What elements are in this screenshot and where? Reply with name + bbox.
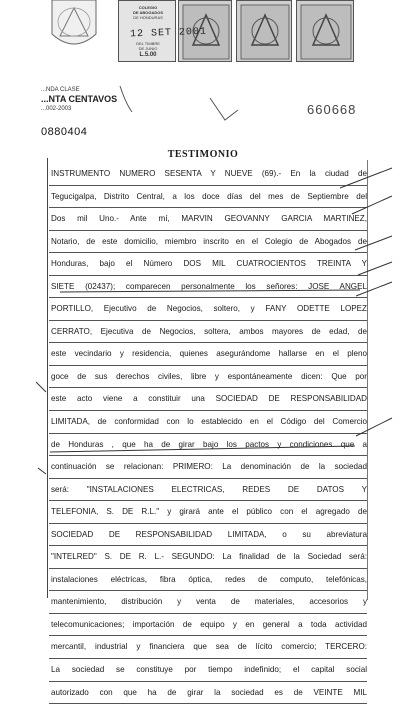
stamp-line: DE JUNIO — [138, 46, 158, 51]
revenue-stamp — [296, 0, 354, 62]
body-line: LIMITADA, de conformidad con lo establecido en el Código del Comercio — [49, 411, 367, 434]
serial-number-right: 660668 — [307, 102, 357, 117]
stamp-line: DE ABOGADOS — [132, 10, 164, 15]
body-line: TELEFONIA, S. DE R.L." y girará ante el público con el agregado de — [49, 501, 367, 524]
body-line: INSTRUMENTO NUMERO SESENTA Y NUEVE (69).- En la ciudad de — [49, 163, 367, 186]
margin-rule-left — [47, 158, 48, 598]
document-body — [49, 163, 367, 704]
body-line: este vecindario y residencia, quienes asegurándome hallarse en el pleno — [49, 343, 367, 366]
body-line: PORTILLO, Ejecutivo de Negocios, soltero, y FANY ODETTE LOPEZ — [49, 298, 367, 321]
emblem-icon — [297, 1, 355, 63]
body-line: Notario, de este domicilio, miembro inscrito en el Colegio de Abogados de — [49, 231, 367, 254]
body-line: será: "INSTALACIONES ELECTRICAS, REDES DE DATOS Y — [49, 479, 367, 502]
body-line: este acto viene a constituir una SOCIEDAD DE RESPONSABILIDAD — [49, 388, 367, 411]
body-line: instalaciones eléctricas, fibra óptica, redes de computo, telefónicas, — [49, 569, 367, 592]
body-line: mercantil, industrial y financiera que sea de lícito comercio; TERCERO: — [49, 636, 367, 659]
body-line: telecomunicaciones; importación de equipo y en general a toda actividad — [49, 614, 367, 637]
stamp-line: COLEGIO — [138, 5, 158, 10]
stamp-value: L.5.00 — [139, 52, 157, 58]
body-line: CERRATO, Ejecutiva de Negocios, soltera, ambos mayores de edad, de — [49, 321, 367, 344]
margin-rule-right — [367, 160, 368, 600]
body-line: La sociedad se constituye por tiempo indefinido; el capital social — [49, 659, 367, 682]
body-line: autorizado con que ha de girar la sociedad es de VEINTE MIL — [49, 682, 367, 704]
body-line: goce de sus derechos civiles, libre y espontáneamente dicen: Que por — [49, 366, 367, 389]
serial-number-left: 0880404 — [41, 126, 88, 138]
body-line: SOCIEDAD DE RESPONSABILIDAD LIMITADA, o su abreviatura — [49, 524, 367, 547]
body-line: Honduras, bajo el Número DOS MIL CUATROCIENTOS TREINTA Y — [49, 253, 367, 276]
paper-years-label: ...002-2003 — [41, 106, 72, 112]
body-line: SIETE (02437); comparecen personalmente los señores: JOSE ANGEL — [49, 276, 367, 299]
revenue-stamp — [236, 0, 292, 62]
paper-amount-label: ...NTA CENTAVOS — [41, 94, 118, 104]
document-title: TESTIMONIO — [167, 149, 239, 160]
body-line: Dos mil Uno.- Ante mí, MARVIN GEOVANNY GARCIA MARTINEZ, — [49, 208, 367, 231]
emblem-icon — [237, 1, 293, 63]
stamp-line: DE HONDURAS — [133, 15, 163, 20]
paper-class-label: ...NDA CLASE — [41, 87, 80, 93]
body-line: continuación se relacionan: PRIMERO: La denominación de la sociedad — [49, 456, 367, 479]
body-line: "INTELRED" S. DE R. L.- SEGUNDO: La finalidad de la Sociedad será: — [49, 546, 367, 569]
stamp-line: DEL TIMBRE — [136, 41, 160, 46]
body-line: mantenimiento, distribución y venta de materiales, accesorios y — [49, 591, 367, 614]
stamp-overprint-date: 12 SET 2001 — [129, 26, 208, 41]
body-line: de Honduras , que ha de girar bajo los pactos y condiciones que a — [49, 434, 367, 457]
body-line: Tegucigalpa, Distrito Central, a los doce días del mes de Septiembre del — [49, 186, 367, 209]
coat-of-arms-seal — [46, 0, 102, 52]
